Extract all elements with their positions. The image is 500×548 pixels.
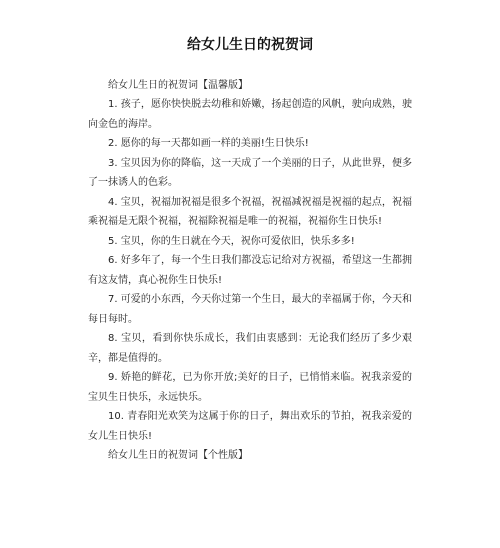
page-title: 给女儿生日的祝贺词: [187, 37, 313, 53]
wish-paragraph-1: 1. 孩子，愿你快快脱去幼稚和娇嫩，扬起创造的风帆，驶向成熟，驶向金色的海岸。: [88, 99, 412, 130]
wish-paragraph-2: 2. 愿你的每一天都如画一样的美丽!生日快乐!: [108, 138, 309, 149]
wish-paragraph-10: 10. 青春阳光欢笑为这属于你的日子，舞出欢乐的节拍，祝我亲爱的女儿生日快乐!: [88, 411, 412, 442]
wish-paragraph-8: 8. 宝贝，看到你快乐成长，我们由衷感到：无论我们经历了多少艰辛，都是值得的。: [88, 333, 412, 364]
wish-paragraph-5: 5. 宝贝，你的生日就在今天，祝你可爱依旧，快乐多多!: [108, 235, 355, 247]
section-heading-personal: 给女儿生日的祝贺词【个性版】: [108, 450, 248, 461]
wish-paragraph-7: 7. 可爱的小东西，今天你过第一个生日，最大的幸福属于你，今天和每日每时。: [88, 294, 412, 325]
wish-paragraph-3: 3. 宝贝因为你的降临，这一天成了一个美丽的日子，从此世界，便多了一抹诱人的色彩。: [88, 157, 412, 188]
wish-paragraph-4: 4. 宝贝，祝福加祝福是很多个祝福，祝福减祝福是祝福的起点，祝福乘祝福是无限个祝福，祝福除祝福是唯一的祝福，祝福你生日快乐!: [88, 196, 412, 227]
section-heading-warm: 给女儿生日的祝贺词【温馨版】: [108, 80, 248, 91]
wish-paragraph-9: 9. 娇艳的鲜花，已为你开放;美好的日子，已悄悄来临。祝我亲爱的宝贝生日快乐，永远快乐。: [88, 372, 412, 403]
wish-paragraph-6: 6. 好多年了，每一个生日我们都没忘记给对方祝福，希望这一生都拥有这友情，真心祝你生日快乐!: [88, 255, 412, 286]
